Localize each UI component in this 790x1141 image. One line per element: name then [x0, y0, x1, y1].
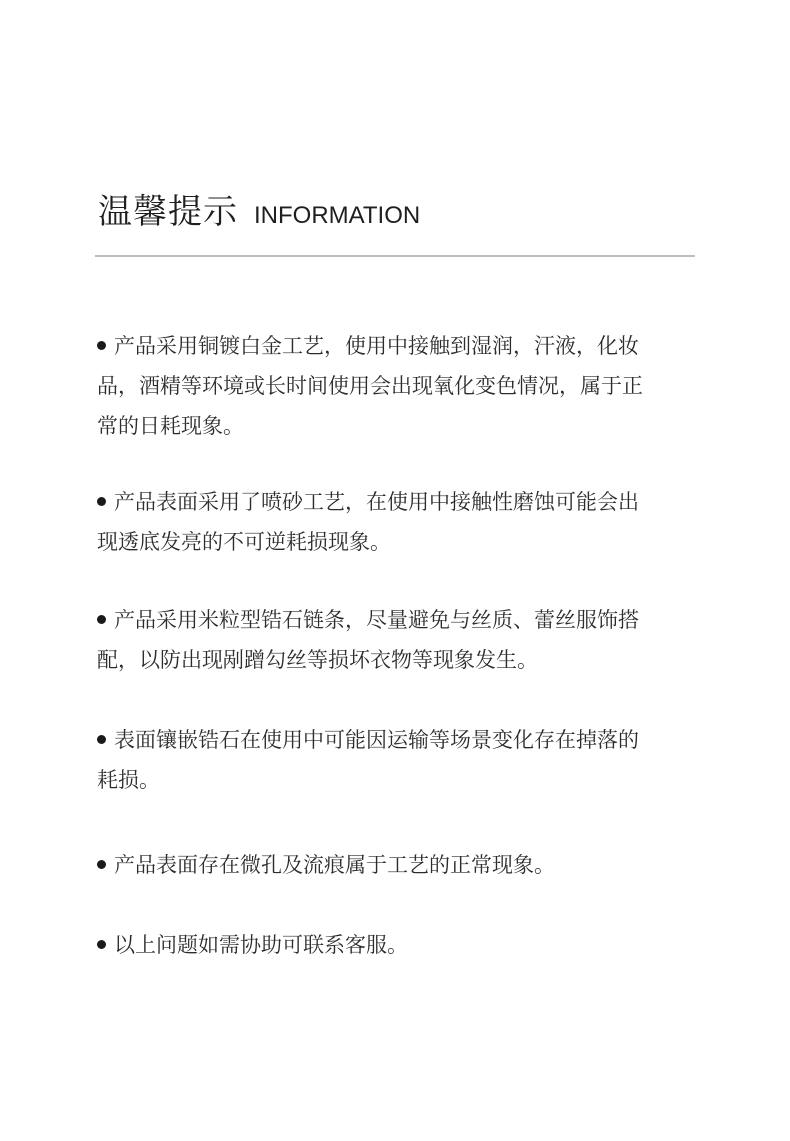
page-title: 温馨提示 [98, 192, 238, 232]
notice-line: 耗损。 [97, 768, 160, 792]
notice-item-1 [97, 326, 687, 446]
notice-item-6 [97, 925, 687, 965]
bullet-icon [97, 497, 106, 506]
header-divider [95, 255, 695, 257]
notice-item-4 [97, 720, 687, 800]
bullet-icon [97, 341, 106, 350]
section-header [98, 184, 420, 233]
notice-line: 产品表面采用了喷砂工艺，在使用中接触性磨蚀可能会出 [114, 490, 639, 514]
notice-item-3 [97, 600, 687, 680]
notice-line: 产品采用米粒型锆石链条，尽量避免与丝质、蕾丝服饰搭 [114, 608, 639, 632]
bullet-icon [97, 940, 106, 949]
notice-item-2 [97, 482, 687, 562]
notice-line: 现透底发亮的不可逆耗损现象。 [97, 530, 391, 554]
notice-line: 配，以防出现剐蹭勾丝等损坏衣物等现象发生。 [97, 648, 538, 672]
notice-line: 表面镶嵌锆石在使用中可能因运输等场景变化存在掉落的 [114, 728, 639, 752]
notice-line: 产品表面存在微孔及流痕属于工艺的正常现象。 [114, 853, 555, 877]
notice-item-5 [97, 845, 687, 885]
notice-line: 产品采用铜镀白金工艺，使用中接触到湿润，汗液，化妆 [114, 334, 639, 358]
notice-line: 品，酒精等环境或长时间使用会出现氧化变色情况，属于正 [97, 374, 643, 398]
bullet-icon [97, 735, 106, 744]
notice-line: 常的日耗现象。 [97, 414, 244, 438]
page-subtitle: INFORMATION [254, 202, 421, 229]
bullet-icon [97, 615, 106, 624]
notice-line: 以上问题如需协助可联系客服。 [114, 933, 408, 957]
bullet-icon [97, 860, 106, 869]
